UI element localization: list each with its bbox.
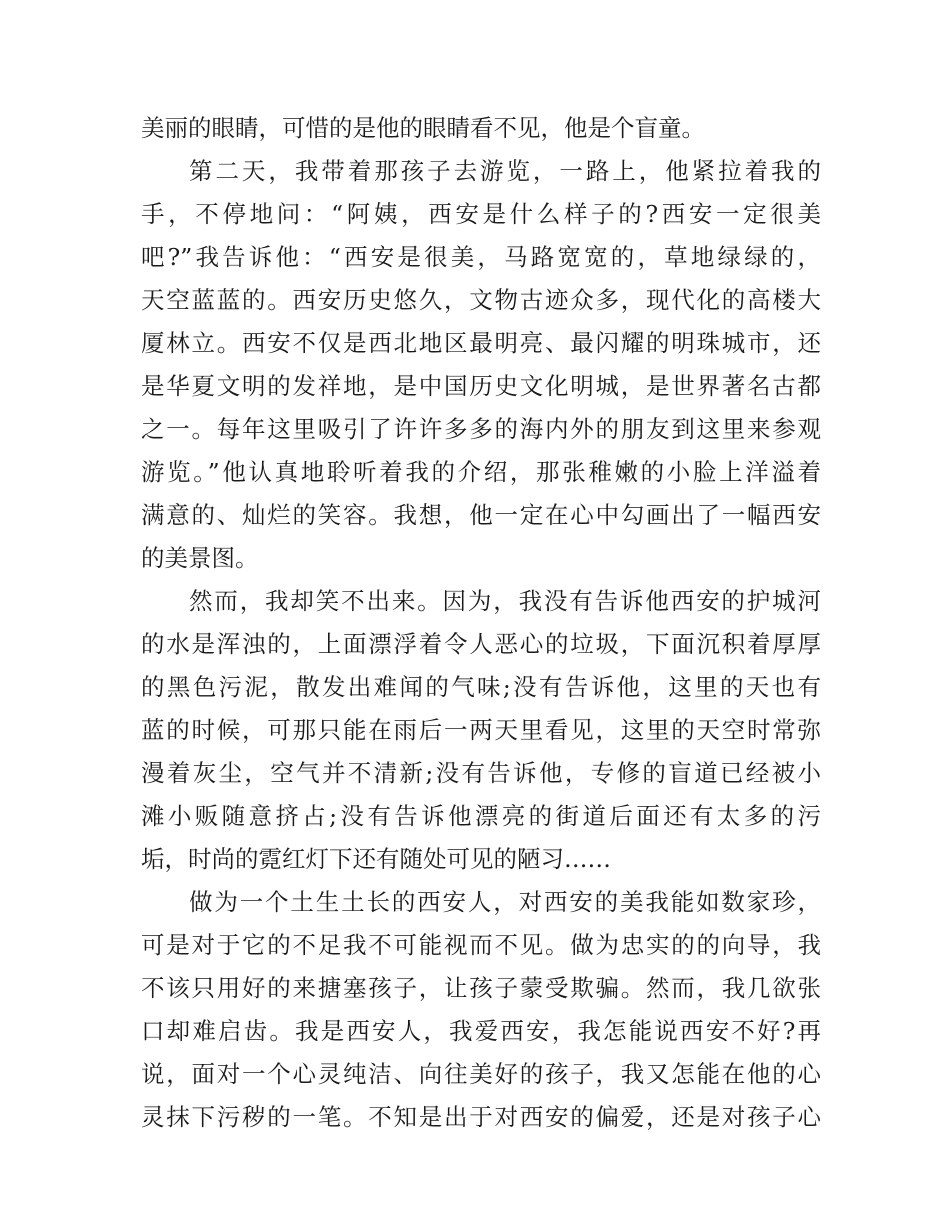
paragraph-start-line: 第二天，我带着那孩子去游览，一路上，他紧拉着我的 [189, 157, 821, 185]
text-line: 之一。每年这里吸引了许许多多的海内外的朋友到这里来参观 [141, 415, 821, 443]
text-line: 灵抹下污秽的一笔。不知是出于对西安的偏爱，还是对孩子心 [141, 1103, 821, 1131]
text-line: 的黑色污泥，散发出难闻的气味;没有告诉他，这里的天也有 [141, 673, 821, 701]
text-line: 吧?”我告诉他：“西安是很美，马路宽宽的，草地绿绿的， [141, 243, 821, 271]
text-line: 游览。”他认真地聆听着我的介绍，那张稚嫩的小脸上洋溢着 [141, 458, 821, 486]
text-line: 厦林立。西安不仅是西北地区最明亮、最闪耀的明珠城市，还 [141, 329, 821, 357]
paragraph-start-line: 然而，我却笑不出来。因为，我没有告诉他西安的护城河 [189, 587, 821, 615]
text-line: 的水是浑浊的，上面漂浮着令人恶心的垃圾，下面沉积着厚厚 [141, 630, 821, 658]
text-line: 滩小贩随意挤占;没有告诉他漂亮的街道后面还有太多的污 [141, 802, 821, 830]
text-line: 是华夏文明的发祥地，是中国历史文化明城，是世界著名古都 [141, 372, 821, 400]
paragraph-start-line: 做为一个土生土长的西安人，对西安的美我能如数家珍， [189, 888, 821, 916]
text-line: 天空蓝蓝的。西安历史悠久，文物古迹众多，现代化的高楼大 [141, 286, 821, 314]
text-line: 口却难启齿。我是西安人，我爱西安，我怎能说西安不好?再 [141, 1017, 821, 1045]
text-line: 手，不停地问：“阿姨，西安是什么样子的?西安一定很美 [141, 200, 821, 228]
text-line: 垢，时尚的霓红灯下还有随处可见的陋习…… [141, 845, 611, 873]
text-line: 漫着灰尘，空气并不清新;没有告诉他，专修的盲道已经被小 [141, 759, 821, 787]
text-line: 的美景图。 [141, 544, 259, 572]
text-line: 美丽的眼睛，可惜的是他的眼睛看不见，他是个盲童。 [141, 114, 705, 142]
text-line: 不该只用好的来搪塞孩子，让孩子蒙受欺骗。然而，我几欲张 [141, 974, 821, 1002]
text-line: 满意的、灿烂的笑容。我想，他一定在心中勾画出了一幅西安 [141, 501, 821, 529]
text-line: 可是对于它的不足我不可能视而不见。做为忠实的的向导，我 [141, 931, 821, 959]
text-line: 蓝的时候，可那只能在雨后一两天里看见，这里的天空时常弥 [141, 716, 821, 744]
text-line: 说，面对一个心灵纯洁、向往美好的孩子，我又怎能在他的心 [141, 1060, 821, 1088]
